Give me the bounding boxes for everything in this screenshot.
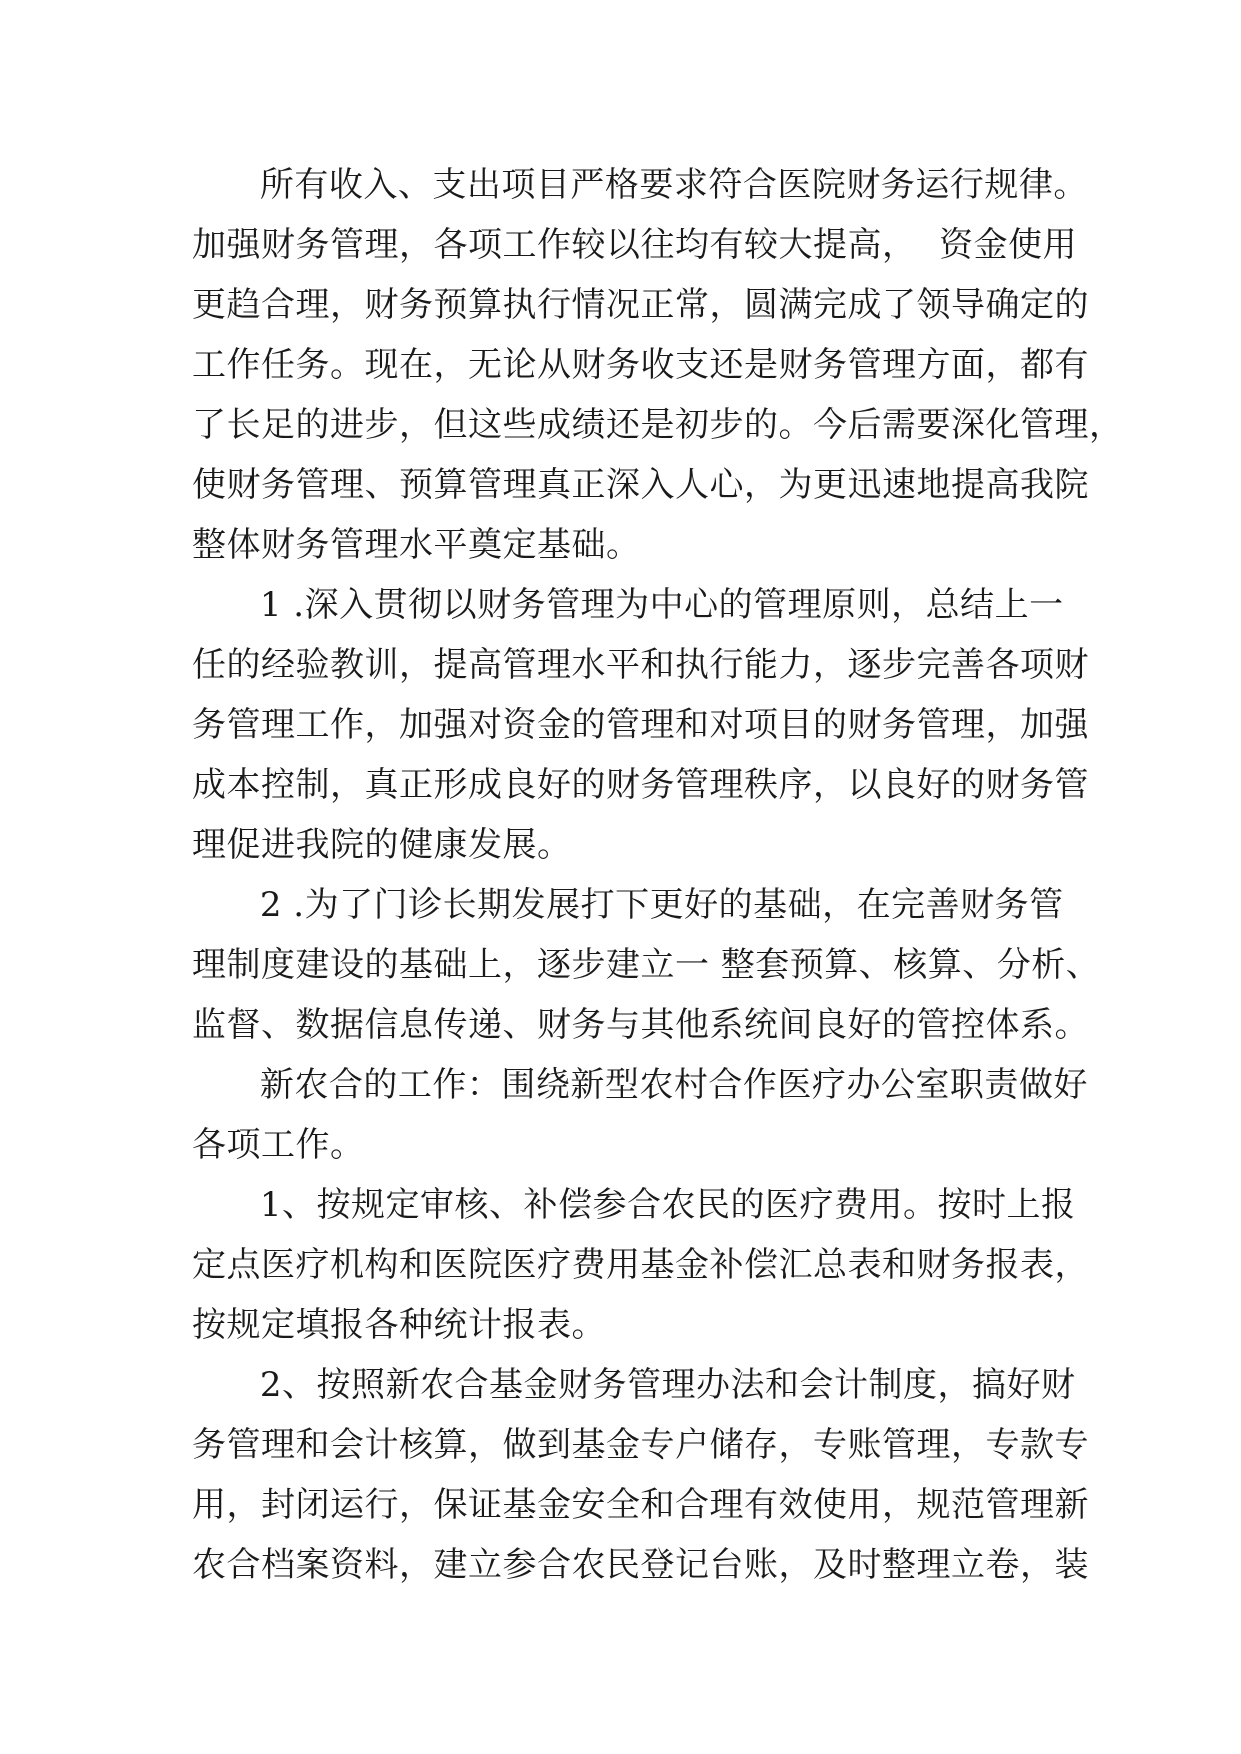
text-line: 成本控制，真正形成良好的财务管理秩序，以良好的财务管	[192, 765, 1089, 805]
text-line: 任的经验教训，提高管理水平和执行能力，逐步完善各项财	[192, 645, 1089, 685]
text-line: 整体财务管理水平奠定基础。	[192, 525, 641, 565]
text-line: 2 .为了门诊长期发展打下更好的基础，在完善财务管	[192, 885, 1064, 925]
text-line: 工作任务。现在，无论从财务收支还是财务管理方面，都有	[192, 345, 1089, 385]
text-line: 务管理和会计核算，做到基金专户储存，专账管理，专款专	[192, 1425, 1089, 1465]
text-line: 1 .深入贯彻以财务管理为中心的管理原则，总结上一	[192, 585, 1064, 625]
text-line: 理促进我院的健康发展。	[192, 825, 572, 865]
text-line: 新农合的工作：围绕新型农村合作医疗办公室职责做好	[192, 1065, 1088, 1105]
text-line: 各项工作。	[192, 1125, 365, 1165]
text-line: 1、按规定审核、补偿参合农民的医疗费用。按时上报	[192, 1185, 1076, 1225]
text-line: 按规定填报各种统计报表。	[192, 1305, 606, 1345]
text-line: 使财务管理、预算管理真正深入人心，为更迅速地提高我院	[192, 465, 1089, 505]
text-line: 定点医疗机构和医院医疗费用基金补偿汇总表和财务报表，	[192, 1245, 1089, 1285]
document-body	[192, 155, 1124, 1595]
text-line: 监督、数据信息传递、财务与其他系统间良好的管控体系。	[192, 1005, 1089, 1045]
text-line: 农合档案资料，建立参合农民登记台账，及时整理立卷，装	[192, 1545, 1089, 1585]
text-line: 所有收入、支出项目严格要求符合医院财务运行规律。	[192, 165, 1088, 205]
text-line: 理制度建设的基础上，逐步建立一 整套预算、核算、分析、	[192, 945, 1101, 985]
text-line: 更趋合理，财务预算执行情况正常，圆满完成了领导确定的	[192, 285, 1089, 325]
text-line: 了长足的进步，但这些成绩还是初步的。今后需要深化管理，	[192, 405, 1124, 445]
text-line: 用，封闭运行，保证基金安全和合理有效使用，规范管理新	[192, 1485, 1089, 1525]
text-line: 2、按照新农合基金财务管理办法和会计制度，搞好财	[192, 1365, 1076, 1405]
text-line: 加强财务管理，各项工作较以往均有较大提高， 资金使用	[192, 225, 1078, 265]
text-line: 务管理工作，加强对资金的管理和对项目的财务管理，加强	[192, 705, 1089, 745]
